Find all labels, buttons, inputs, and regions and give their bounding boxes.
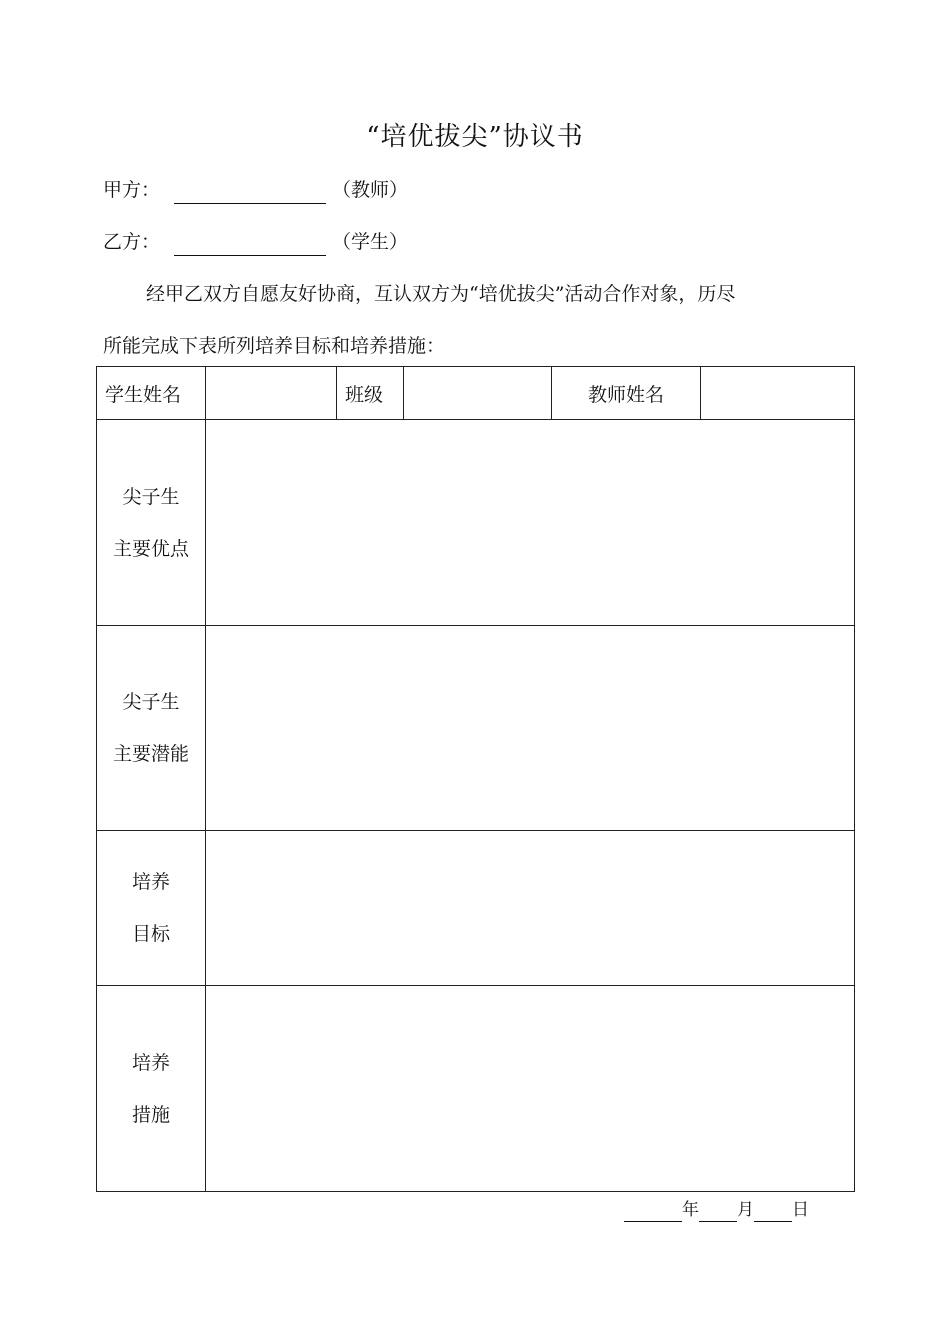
row-label-goals [97, 831, 206, 986]
month-blank[interactable] [699, 1203, 737, 1222]
intro-line-2: 所能完成下表所列培养目标和培养措施： [103, 335, 446, 357]
agreement-table [96, 366, 855, 1192]
goals-field[interactable] [206, 831, 855, 986]
student-name-label: 学生姓名 [97, 367, 206, 420]
party-b-line [103, 228, 408, 256]
row-label-line: 培养 [131, 1051, 170, 1074]
intro-line-1: 经甲乙双方自愿友好协商，互认双方为“培优拔尖”活动合作对象，历尽 [146, 283, 736, 305]
party-a-line [103, 176, 408, 204]
row-label-measures [97, 986, 206, 1192]
table-row [97, 831, 855, 986]
class-field[interactable] [404, 367, 552, 420]
row-label-line: 措施 [131, 1103, 170, 1126]
teacher-name-field[interactable] [701, 367, 855, 420]
row-label-line: 尖子生 [122, 485, 180, 508]
measures-field[interactable] [206, 986, 855, 1192]
year-blank[interactable] [624, 1203, 682, 1222]
row-label-line: 主要优点 [112, 537, 189, 560]
party-a-role: （教师） [332, 179, 409, 201]
date-line [624, 1198, 809, 1222]
row-label-potential [97, 626, 206, 831]
table-row [97, 626, 855, 831]
row-label-line: 培养 [131, 871, 170, 893]
month-label: 月 [737, 1200, 754, 1220]
year-label: 年 [682, 1200, 699, 1220]
party-a-label: 甲方： [103, 179, 161, 201]
table-header-row [97, 367, 855, 420]
table-row [97, 420, 855, 626]
document-title: “培优拔尖”协议书 [366, 122, 584, 152]
row-label-line: 尖子生 [122, 691, 180, 713]
teacher-name-label: 教师姓名 [552, 367, 701, 420]
party-b-role: （学生） [332, 231, 409, 253]
party-b-blank[interactable] [174, 235, 326, 256]
potential-field[interactable] [206, 626, 855, 831]
party-b-label: 乙方： [103, 231, 161, 253]
table-row [97, 986, 855, 1192]
party-a-blank[interactable] [174, 183, 326, 204]
strengths-field[interactable] [206, 420, 855, 626]
row-label-strengths [97, 420, 206, 626]
class-label: 班级 [337, 367, 404, 420]
row-label-line: 主要潜能 [112, 743, 189, 765]
day-blank[interactable] [754, 1203, 792, 1222]
student-name-field[interactable] [206, 367, 337, 420]
row-label-line: 目标 [131, 923, 170, 945]
day-label: 日 [792, 1200, 809, 1220]
